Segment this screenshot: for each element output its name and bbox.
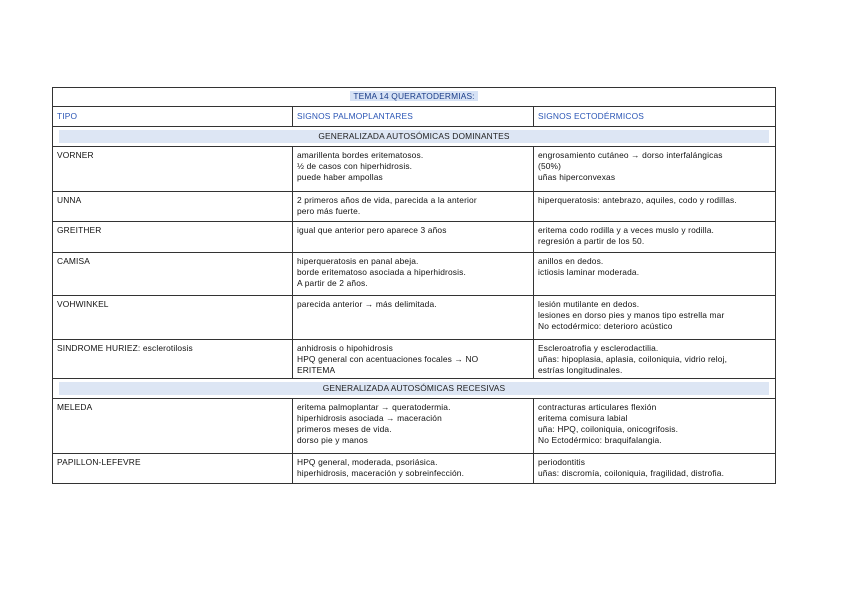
- section-row-recesivas: [53, 379, 776, 399]
- table-row: [53, 454, 776, 484]
- tipo-cell: MELEDA: [53, 399, 293, 454]
- ectodermico-cell: anillos en dedos. ictiosis laminar moderada.: [534, 253, 776, 296]
- palmoplantar-cell: amarillenta bordes eritematosos. ½ de casos con hiperhidrosis. puede haber ampollas: [293, 147, 534, 192]
- section-recesivas: GENERALIZADA AUTOSÓMICAS RECESIVAS: [59, 382, 769, 395]
- ectodermico-cell: hiperqueratosis: antebrazo, aquiles, codo y rodillas.: [534, 192, 776, 222]
- table-row: [53, 296, 776, 340]
- table-row: [53, 222, 776, 253]
- section-row-dominantes: [53, 127, 776, 147]
- ectodermico-cell: Escleroatrofia y esclerodactilia. uñas: hipoplasia, aplasia, coiloniquia, vidrio reloj, estrías longitudinales.: [534, 340, 776, 379]
- tipo-cell: CAMISA: [53, 253, 293, 296]
- palmoplantar-cell: HPQ general, moderada, psoriásica. hiperhidrosis, maceración y sobreinfección.: [293, 454, 534, 484]
- table-row: [53, 399, 776, 454]
- table-row: [53, 340, 776, 379]
- header-palmoplantares: SIGNOS PALMOPLANTARES: [293, 107, 534, 127]
- tipo-cell: PAPILLON-LEFEVRE: [53, 454, 293, 484]
- header-row: [53, 107, 776, 127]
- section-dominantes: GENERALIZADA AUTOSÓMICAS DOMINANTES: [59, 130, 769, 143]
- ectodermico-cell: lesión mutilante en dedos. lesiones en dorso pies y manos tipo estrella mar No ectodérmico: deterioro acústico: [534, 296, 776, 340]
- ectodermico-cell: engrosamiento cutáneo → dorso interfalángicas (50%) uñas hiperconvexas: [534, 147, 776, 192]
- title-row: [53, 88, 776, 107]
- tipo-cell: SINDROME HURIEZ: esclerotilosis: [53, 340, 293, 379]
- header-ectodermicos: SIGNOS ECTODÉRMICOS: [534, 107, 776, 127]
- queratodermias-table: [52, 87, 776, 484]
- palmoplantar-cell: 2 primeros años de vida, parecida a la anterior pero más fuerte.: [293, 192, 534, 222]
- title-cell: [53, 88, 776, 107]
- table-row: [53, 253, 776, 296]
- page-title: TEMA 14 QUERATODERMIAS:: [350, 91, 477, 101]
- table-row: [53, 147, 776, 192]
- palmoplantar-cell: hiperqueratosis en panal abeja. borde eritematoso asociada a hiperhidrosis. A partir de 2 años.: [293, 253, 534, 296]
- palmoplantar-cell: parecida anterior → más delimitada.: [293, 296, 534, 340]
- palmoplantar-cell: eritema palmoplantar → queratodermia. hiperhidrosis asociada → maceración primeros meses de vida. dorso pie y manos: [293, 399, 534, 454]
- table-row: [53, 192, 776, 222]
- tipo-cell: GREITHER: [53, 222, 293, 253]
- ectodermico-cell: periodontitis uñas: discromía, coiloniquia, fragilidad, distrofia.: [534, 454, 776, 484]
- tipo-cell: VORNER: [53, 147, 293, 192]
- tipo-cell: UNNA: [53, 192, 293, 222]
- palmoplantar-cell: anhidrosis o hipohidrosis HPQ general con acentuaciones focales → NO ERITEMA: [293, 340, 534, 379]
- ectodermico-cell: eritema codo rodilla y a veces muslo y rodilla. regresión a partir de los 50.: [534, 222, 776, 253]
- ectodermico-cell: contracturas articulares flexión eritema comisura labial uña: HPQ, coiloniquia, onicogrifosis. No Ectodérmico: braquifalangia.: [534, 399, 776, 454]
- header-tipo: TIPO: [53, 107, 293, 127]
- palmoplantar-cell: igual que anterior pero aparece 3 años: [293, 222, 534, 253]
- tipo-cell: VOHWINKEL: [53, 296, 293, 340]
